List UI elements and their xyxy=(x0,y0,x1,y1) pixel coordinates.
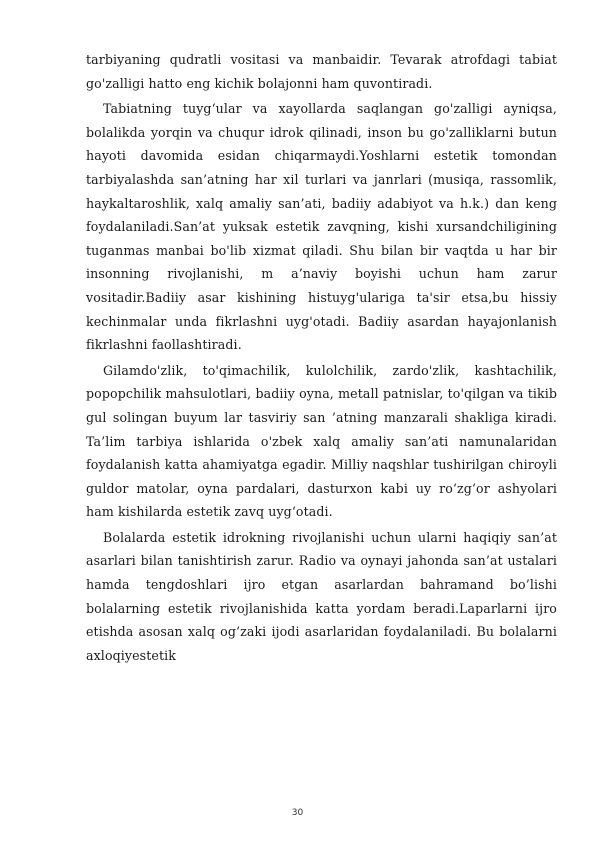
paragraph-3: Gilamdo'zlik, to'qimachilik, kulolchilik, zardo'zlik, kashtachilik, popopchilik mahsulotlari, badiiy oyna, metall patnislar, to'qilgan va tikib gul solingan buyum lar tasviriy san ’atning manzarali shakliga kiradi. Ta’lim tarbiya ishlarida o'zbek xalq amaliy san’ati namunalaridan foydalanish katta ahamiyatga egadir. Milliy naqshlar tushirilgan chiroyli guldor matolar, oyna pardalari, dasturxon kabi uy ro‘zg‘or ashyolari ham kishilarda estetik zavq uyg‘otadi. xyxy=(86,362,557,520)
paragraph-4: Bolalarda estetik idrokning rivojlanishi uchun ularni haqiqiy san’at asarlari bilan tanishtirish zarur. Radio va oynayi jahonda san’at ustalari hamda tengdoshlari ijro etgan asarlardan bahramand bo’lishi bolalarning estetik rivojlanishida katta yordam beradi.Laparlarni ijro etishda asosan xalq og‘zaki ijodi asarlaridan foydalaniladi. Bu bolalarni axloqiyestetik xyxy=(86,529,557,663)
paragraph-1: tarbiyaning qudratli vositasi va manbaidir. Tevarak atrofdagi tabiat go'zalligi hatto eng kichik bolajonni ham quvontiradi. xyxy=(86,52,557,91)
paragraph-2: Tabiatning tuyg‘ular va xayollarda saqlangan go'zalligi ayniqsa, bolalikda yorqin va chuqur idrok qilinadi, inson bu go'zalliklarni butun hayoti davomida esidan chiqarmaydi.Yoshlarni estetik tomondan tarbiyalashda san’atning har xil turlari va janrlari (musiqa, rassomlik, haykaltaroshlik, xalq amaliy san’ati, badiiy adabiyot va h.k.) dan keng foydalaniladi.San’at yuksak estetik zavqning, kishi xursandchiligining tuganmas manbai bo'lib xizmat qiladi. Shu bilan bir vaqtda u har bir insonning rivojlanishi, m a’naviy boyishi uchun ham zarur vositadir.Badiiy asar kishining histuyg'ulariga ta'sir etsa,bu hissiy kechinmalar unda fikrlashni uyg'otadi. Badiiy asardan hayajonlanish fikrlashni faollashtiradi. xyxy=(86,101,557,353)
page-number: 30 xyxy=(291,808,304,818)
document-body xyxy=(86,48,557,669)
